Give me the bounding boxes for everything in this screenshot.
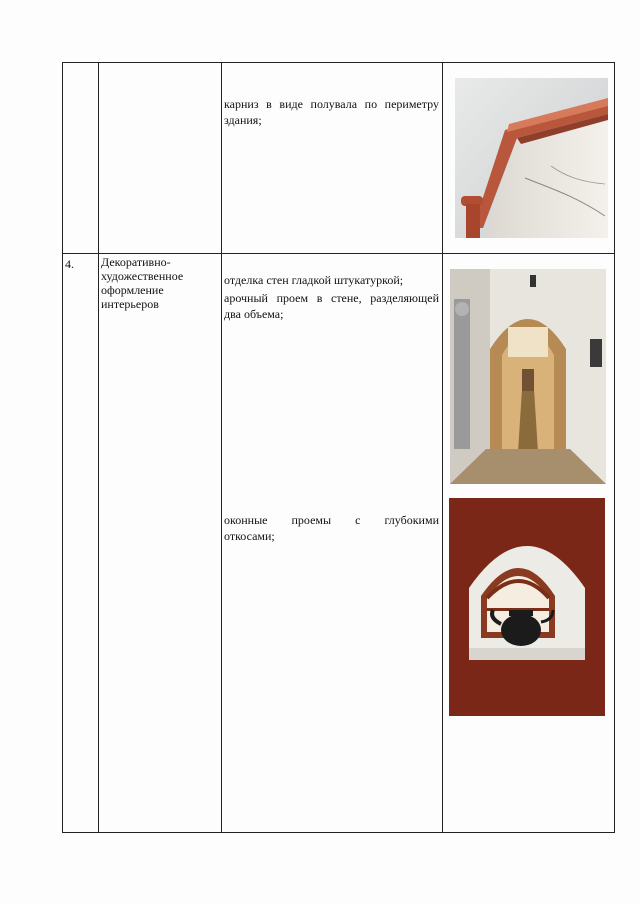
arched-opening-photo (450, 269, 606, 484)
section-name-line1: Декоративно- (101, 255, 171, 269)
table-border-bottom (62, 832, 615, 833)
window-openings-text-line1: оконные проемы с глубокими (224, 513, 439, 527)
cornice-description-line1: карниз в виде полувала по периметру (224, 97, 439, 111)
wall-finish-text: отделка стен гладкой штукатуркой; (224, 273, 404, 287)
cornice-photo (455, 78, 608, 238)
cornice-description-line2: здания; (224, 113, 262, 127)
arch-opening-text-line2: два объема; (224, 307, 284, 321)
section-name-line4: интерьеров (101, 297, 159, 311)
row-number: 4. (65, 257, 74, 271)
window-niche-photo (449, 498, 605, 716)
table-border-right (614, 62, 615, 833)
table-border-top (62, 62, 615, 63)
arch-opening-text-line1: арочный проем в стене, разделяющей (224, 291, 439, 305)
window-openings-text-line2: откосами; (224, 529, 275, 543)
table-border-left (62, 62, 63, 833)
col-divider-1 (98, 62, 99, 833)
col-divider-3 (442, 62, 443, 833)
section-name-line2: художественное (101, 269, 184, 283)
section-name-line3: оформление (101, 283, 164, 297)
col-divider-2 (221, 62, 222, 833)
